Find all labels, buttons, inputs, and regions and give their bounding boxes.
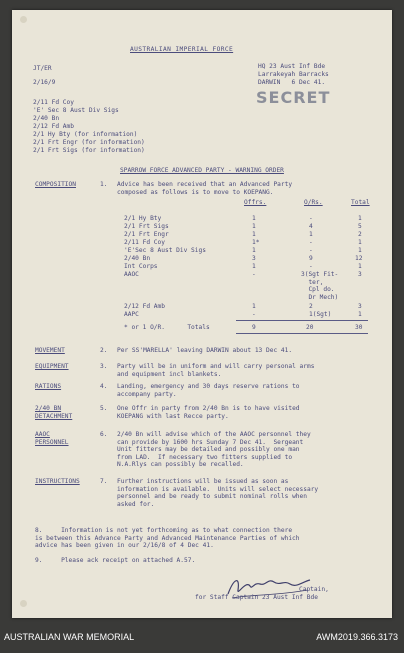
- hq-line: HQ 23 Aust Inf Bde: [258, 63, 326, 70]
- table-row-ors: -: [309, 215, 313, 222]
- paragraph-label: EQUIPMENT: [35, 363, 69, 370]
- punch-hole: [20, 600, 27, 607]
- totals-offrs: 9: [252, 324, 256, 331]
- order-title: SPARROW FORCE ADVANCED PARTY - WARNING ORDER: [120, 167, 284, 174]
- table-row-offrs: -: [252, 271, 256, 278]
- table-row-ors: 9: [309, 255, 313, 262]
- table-row-total: 1: [358, 263, 362, 270]
- paragraph-label: 2/40 BN DETACHMENT: [35, 405, 73, 420]
- table-row-offrs: 1: [252, 303, 256, 310]
- table-row-offrs: 1: [252, 223, 256, 230]
- composition-label: COMPOSITION: [35, 181, 76, 188]
- totals-rule: [236, 320, 368, 321]
- column-header-ors: O/Rs.: [304, 199, 323, 206]
- table-row-total: 3: [358, 271, 362, 278]
- paragraph-text: Further instructions will be issued as soon as information is available. Units will select necessary personnel and be ready to submit nominal rolls when asked for.: [117, 478, 319, 508]
- table-row-total: 1: [358, 215, 362, 222]
- table-row-offrs: 1*: [252, 239, 260, 246]
- composition-text: Advice has been received that an Advanced Party composed as follows is to move to KOEPANG.: [117, 181, 293, 196]
- table-row-ors: 3(Sgt Fit- ter, Cpl do. Dr Mech): [301, 271, 339, 301]
- signature-line: for Staff Captain 23 Aust Inf Bde: [195, 594, 318, 601]
- distribution-item: 2/12 Fd Amb: [33, 123, 74, 130]
- table-row-total: 5: [358, 223, 362, 230]
- signature-rank: Captain,: [299, 586, 329, 593]
- table-row-ors: 4: [309, 223, 313, 230]
- totals-total: 30: [355, 324, 363, 331]
- paragraph-9: 9. Please ack receipt on attached A.57.: [35, 557, 196, 564]
- distribution-item: 2/11 Fd Coy: [33, 99, 74, 106]
- table-row-ors: 1(Sgt): [309, 311, 332, 318]
- reference-1: JT/ER: [33, 65, 52, 72]
- place-date-line: DARWIN 6 Dec 41.: [258, 79, 326, 86]
- table-row-unit: 2/1 Hy Bty: [124, 215, 162, 222]
- table-row-unit: Int Corps: [124, 263, 158, 270]
- paragraph-label: MOVEMENT: [35, 347, 65, 354]
- reference-2: 2/16/9: [33, 79, 56, 86]
- paragraph-text: 2/40 Bn will advise which of the AAOC personnel they can provide by 1600 hrs Sunday 7 Dec 41. Sergeant Unit fitters may be detailed and possibly one man from LAD. If necessary two fitters supplied to N.A.Rlys can possibly be recalled.: [117, 431, 311, 469]
- table-row-unit: 2/1 Frt Sigs: [124, 223, 169, 230]
- table-row-total: 2: [358, 231, 362, 238]
- punch-hole: [20, 16, 27, 23]
- table-row-ors: 1: [309, 231, 313, 238]
- paragraph-label: RATIONS: [35, 383, 62, 390]
- paragraph-number: 5.: [100, 405, 108, 412]
- distribution-item: 2/1 Hy Bty (for information): [33, 131, 138, 138]
- paragraph-label: INSTRUCTIONS: [35, 478, 80, 485]
- archive-reference: AWM2019.366.3173: [316, 632, 398, 642]
- paragraph-number: 6.: [100, 431, 108, 438]
- table-row-unit: 2/40 Bn: [124, 255, 151, 262]
- totals-label: * or 1 O/R. Totals: [124, 324, 210, 331]
- paragraph-number: 2.: [100, 347, 108, 354]
- distribution-item: 2/40 Bn: [33, 115, 60, 122]
- paragraph-text: Party will be in uniform and will carry personal arms and equipment incl blankets.: [117, 363, 315, 378]
- force-heading: AUSTRALIAN IMPERIAL FORCE: [130, 46, 234, 53]
- paragraph-label: AAOC PERSONNEL: [35, 431, 69, 446]
- table-row-offrs: -: [252, 311, 256, 318]
- document-page: [12, 10, 392, 618]
- archive-name: AUSTRALIAN WAR MEMORIAL: [4, 632, 135, 642]
- table-row-total: 1: [358, 311, 362, 318]
- paragraph-text: Landing, emergency and 30 days reserve rations to accompany party.: [117, 383, 300, 398]
- table-row-total: 3: [358, 303, 362, 310]
- table-row-ors: 2: [309, 303, 313, 310]
- composition-number: 1.: [100, 181, 108, 188]
- table-row-total: 1: [358, 247, 362, 254]
- table-row-unit: 'E'Sec 8 Aust Div Sigs: [124, 247, 206, 254]
- table-row-unit: 2/12 Fd Amb: [124, 303, 165, 310]
- table-row-offrs: 3: [252, 255, 256, 262]
- paragraph-8: 8. Information is not yet forthcoming as to what connection there is between this Advance Party and Advanced Maintenance Parties of which advice has been given in our 2/16/8 of 4 Dec 41.: [35, 527, 300, 550]
- paragraph-text: One Offr in party from 2/40 Bn is to have visited KOEPANG with last Recce party.: [117, 405, 300, 420]
- table-row-ors: -: [309, 247, 313, 254]
- paragraph-number: 7.: [100, 478, 108, 485]
- table-row-total: 1: [358, 239, 362, 246]
- archive-footer: [0, 622, 404, 653]
- barracks-line: Larrakeyah Barracks: [258, 71, 329, 78]
- paragraph-number: 3.: [100, 363, 108, 370]
- table-row-unit: AAOC: [124, 271, 139, 278]
- column-header-total: Total: [351, 199, 370, 206]
- table-row-offrs: 1: [252, 215, 256, 222]
- table-row-offrs: 1: [252, 263, 256, 270]
- table-row-offrs: 1: [252, 231, 256, 238]
- table-row-unit: 2/1 Frt Engr: [124, 231, 169, 238]
- distribution-item: 2/1 Frt Engr (for information): [33, 139, 145, 146]
- paragraph-number: 4.: [100, 383, 108, 390]
- distribution-item: 'E' Sec 8 Aust Div Sigs: [33, 107, 119, 114]
- table-row-offrs: 1: [252, 247, 256, 254]
- paragraph-text: Per SS'MARELLA' leaving DARWIN about 13 Dec 41.: [117, 347, 293, 354]
- secret-stamp: SECRET: [256, 88, 331, 107]
- table-row-ors: -: [309, 239, 313, 246]
- totals-ors: 20: [306, 324, 314, 331]
- table-row-total: 12: [355, 255, 363, 262]
- table-row-unit: AAPC: [124, 311, 139, 318]
- table-row-ors: -: [309, 263, 313, 270]
- table-row-unit: 2/11 Fd Coy: [124, 239, 165, 246]
- distribution-item: 2/1 Frt Sigs (for information): [33, 147, 145, 154]
- column-header-offrs: Offrs.: [244, 199, 267, 206]
- totals-rule: [236, 333, 368, 334]
